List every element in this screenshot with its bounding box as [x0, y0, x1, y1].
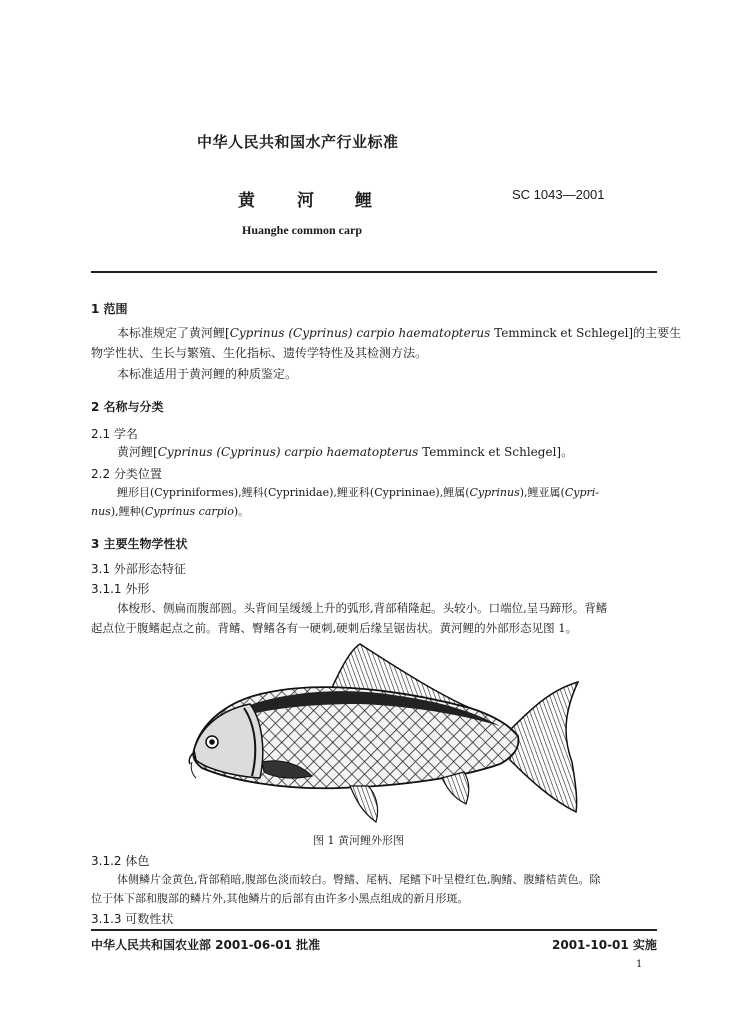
- section-3-heading: 3 主要生物学性状: [91, 537, 188, 551]
- text-span: Temminck et Schlegel]。: [418, 445, 574, 459]
- title-char-1: 黄: [238, 191, 255, 211]
- text-span: ),鲤亚属(: [519, 486, 565, 499]
- section-2-heading: 2 名称与分类: [91, 400, 164, 414]
- section-2-2-line-2: [91, 504, 249, 520]
- issuing-organization: 中华人民共和国水产行业标准: [197, 133, 399, 151]
- text-span: 黄河鲤[: [117, 445, 158, 459]
- section-3-1-heading: 3.1 外部形态特征: [91, 562, 186, 576]
- section-2-1-heading: 2.1 学名: [91, 427, 138, 441]
- latin-name: Cypri-: [564, 486, 600, 499]
- section-2-2-heading: 2.2 分类位置: [91, 467, 162, 481]
- section-1-paragraph-1-line-2: 物学性状、生长与繁殖、生化指标、遗传学特性及其检测方法。: [91, 346, 428, 360]
- section-3-1-1-line-2: 起点位于腹鳍起点之前。背鳍、臀鳍各有一硬刺,硬刺后缘呈锯齿状。黄河鲤的外部形态见图 1。: [91, 621, 578, 635]
- implementation-date: 2001-10-01 实施: [552, 938, 657, 952]
- title-char-2: 河: [297, 191, 314, 211]
- pelvic-fin: [350, 786, 378, 822]
- section-3-1-2-line-2: 位于体下部和腹部的鳞片外,其他鳞片的后部有由许多小黑点组成的新月形斑。: [91, 892, 469, 905]
- standard-code: SC 1043—2001: [512, 187, 605, 202]
- carp-illustration: [180, 640, 590, 830]
- latin-name: Cyprinus carpio: [144, 505, 234, 518]
- english-title: Huanghe common carp: [242, 223, 362, 237]
- section-1-paragraph-1-line-1: [117, 325, 681, 341]
- header-rule: [91, 271, 657, 273]
- figure-caption: 图 1 黄河鲤外形图: [313, 834, 404, 847]
- latin-name: Cyprinus (Cyprinus) carpio haematopterus: [229, 326, 491, 340]
- section-1-paragraph-2: 本标准适用于黄河鲤的种质鉴定。: [117, 367, 298, 381]
- text-span: ),鲤种(: [110, 505, 145, 518]
- tail-fin: [510, 682, 578, 812]
- latin-name: nus: [91, 505, 111, 518]
- section-2-2-line-1: [117, 485, 599, 501]
- page-number: 1: [636, 959, 643, 970]
- anal-fin: [442, 772, 469, 804]
- section-3-1-1-heading: 3.1.1 外形: [91, 582, 150, 596]
- text-span: 鲤形目(Cypriniformes),鲤科(Cyprinidae),鲤亚科(Cyprininae),鲤属(: [117, 486, 470, 499]
- section-3-1-1-line-1: 体梭形、侧扁而腹部圆。头背间呈缓缓上升的弧形,背部稍隆起。头较小。口端位,呈马蹄形。背鳍: [117, 601, 608, 615]
- title-char-3: 鲤: [355, 191, 372, 211]
- section-1-heading: 1 范围: [91, 302, 128, 316]
- text-span: Temminck et Schlegel]的主要生: [490, 326, 682, 340]
- text-span: )。: [233, 505, 250, 518]
- section-3-1-2-line-1: 体侧鳞片金黄色,背部稍暗,腹部色淡而较白。臀鳍、尾柄、尾鳍下叶呈橙红色,胸鳍、腹鳍桔黄色。除: [117, 873, 601, 886]
- latin-name: Cyprinus (Cyprinus) carpio haematopterus: [157, 445, 419, 459]
- section-3-1-2-heading: 3.1.2 体色: [91, 854, 150, 868]
- approval-line: 中华人民共和国农业部 2001-06-01 批准: [91, 938, 321, 952]
- section-2-1-scientific-name: [117, 444, 573, 460]
- footer-rule: [91, 929, 657, 931]
- latin-name: Cyprinus: [469, 486, 520, 499]
- section-3-1-3-heading: 3.1.3 可数性状: [91, 912, 174, 926]
- text-span: 本标准规定了黄河鲤[: [117, 326, 230, 340]
